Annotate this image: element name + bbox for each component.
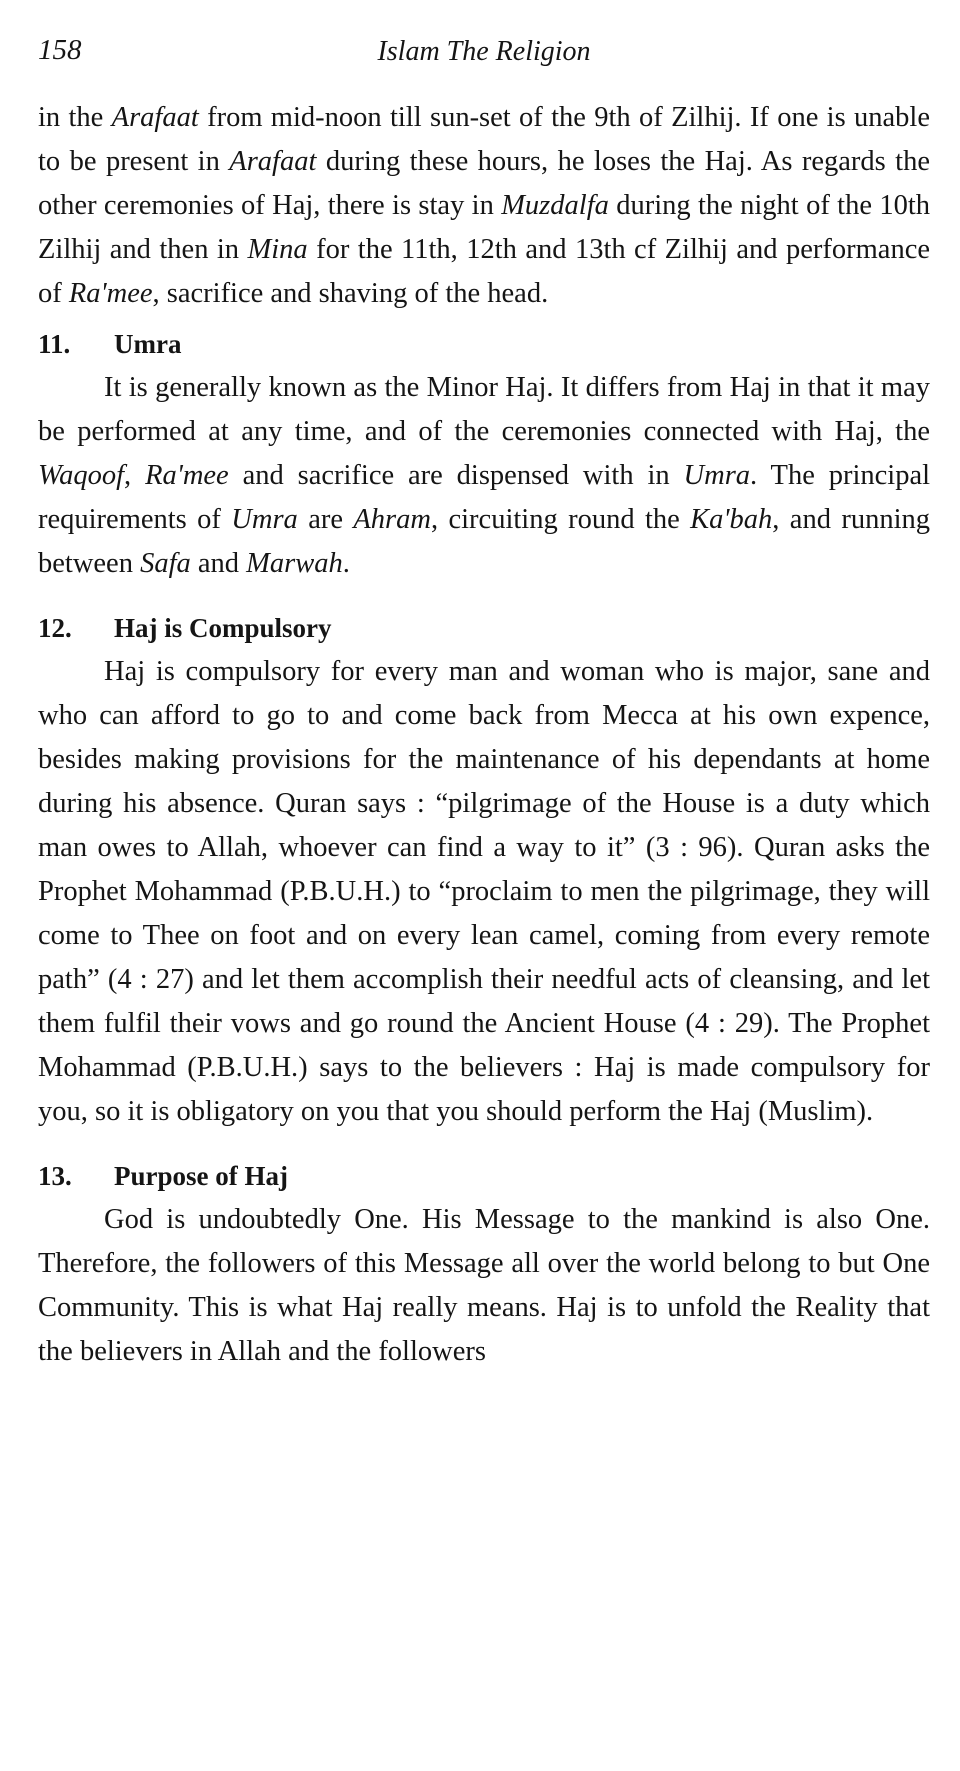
section-heading-purpose-of-haj <box>38 1154 930 1198</box>
section-title: Purpose of Haj <box>114 1161 288 1191</box>
section-heading-umra <box>38 322 930 366</box>
purpose-of-haj-paragraph: God is undoubtedly One. His Message to the mankind is also One. Therefore, the followers of this Message all over the world belong to but One Community. This is what Haj really means. Haj is to unfold the Reality that the believers in Allah and the followers <box>38 1204 930 1367</box>
haj-compulsory-paragraph: Haj is compulsory for every man and woman who is major, sane and who can afford to go to and come back from Mecca at his own expence, besides making provisions for the maintenance of his dependants at home during his absence. Quran says : “pilgrimage of the House is a duty which man owes to Allah, whoever can find a way to it” (3 : 96). Quran asks the Prophet Mohammad (P.B.U.H.) to “proclaim to men the pilgrimage, they will come to Thee on foot and on every lean camel, coming from every remote path” (4 : 27) and let them accomplish their needful acts of cleansing, and let them fulfil their vows and go round the Ancient House (4 : 29). The Prophet Mohammad (P.B.U.H.) says to the believers : Haj is made compulsory for you, so it is obligatory on you that you should perform the Haj (Muslim). <box>38 656 930 1127</box>
section-number: 13. <box>38 1161 72 1191</box>
section-number: 12. <box>38 613 72 643</box>
section-title: Haj is Compulsory <box>114 613 332 643</box>
running-title: Islam The Religion <box>377 36 591 67</box>
page-header <box>38 34 930 74</box>
page-number: 158 <box>38 34 82 66</box>
section-title: Umra <box>114 329 182 359</box>
section-heading-haj-compulsory <box>38 606 930 650</box>
umra-paragraph: It is generally known as the Minor Haj. It differs from Haj in that it may be performed at any time, and of the ceremonies connected with Haj, the Waqoof, Ra'mee and sacrifice are dispensed with in Umra. The principal requirements of Umra are Ahram, circuiting round the Ka'bah, and running between Safa and Marwah. <box>38 372 931 579</box>
intro-paragraph: in the Arafaat from mid-noon till sun-set of the 9th of Zilhij. If one is unable to be present in Arafaat during these hours, he loses the Haj. As regards the other ceremonies of Haj, there is stay in Muzdalfa during the night of the 10th Zilhij and then in Mina for the 11th, 12th and 13th cf Zilhij and performance of Ra'mee, sacrifice and shaving of the head. <box>38 102 930 309</box>
section-number: 11. <box>38 329 71 359</box>
